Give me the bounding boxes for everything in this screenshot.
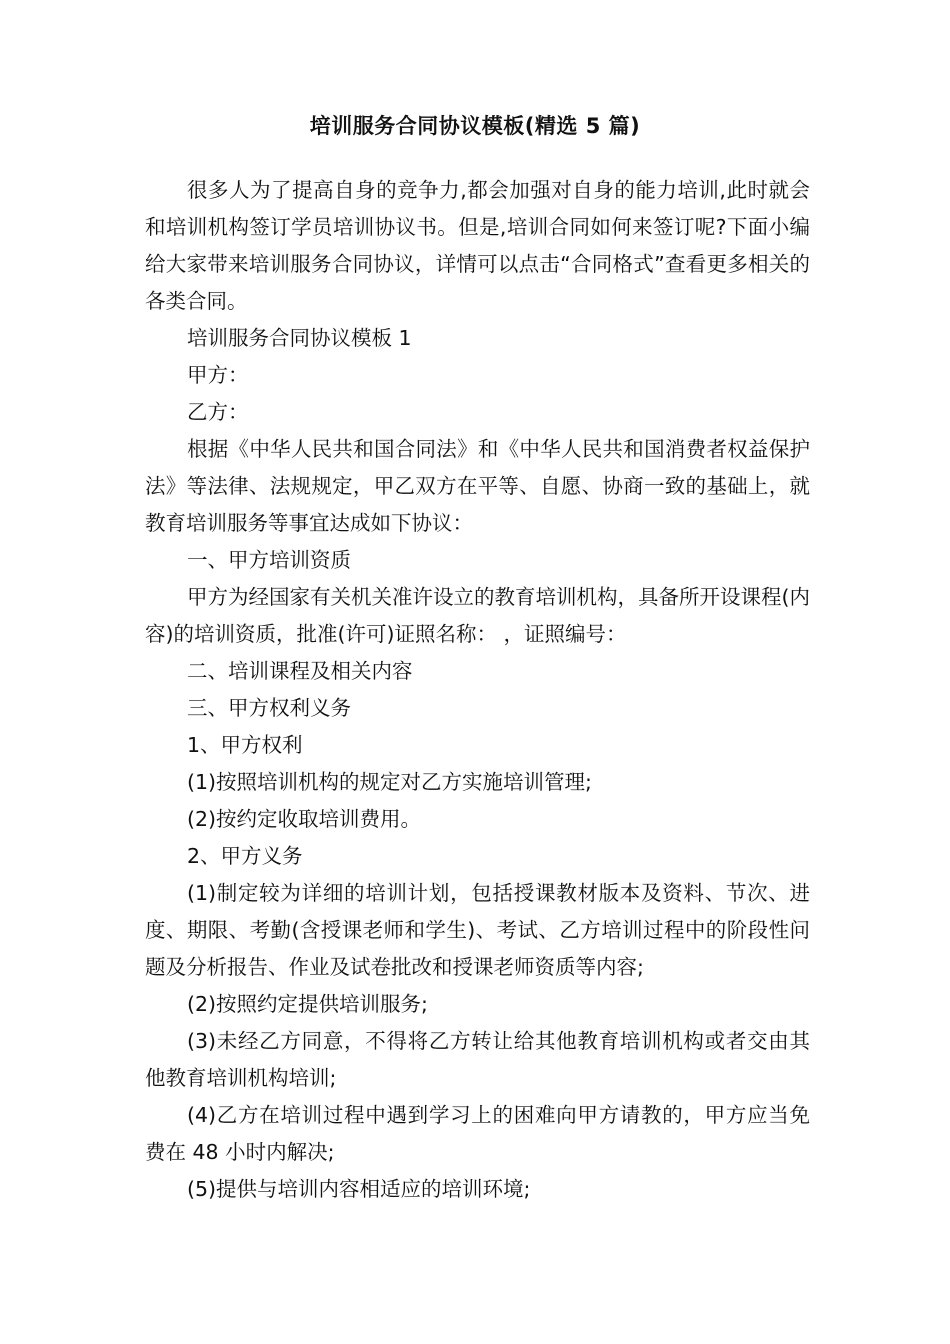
legal-basis-paragraph: 根据《中华人民共和国合同法》和《中华人民共和国消费者权益保护法》等法律、法规规定，甲乙双方在平等、自愿、协商一致的基础上，就教育培训服务等事宜达成如下协议： <box>145 437 810 535</box>
document-title: 培训服务合同协议模板(精选 5 篇) <box>309 114 641 138</box>
intro-paragraph: 很多人为了提高自身的竞争力,都会加强对自身的能力培训,此时就会和培训机构签订学员培训协议书。但是,培训合同如何来签订呢?下面小编给大家带来培训服务合同协议，详情可以点击“合同格式”查看更多相关的各类合同。 <box>145 178 810 313</box>
clause-paragraph: (1)按照培训机构的规定对乙方实施培训管理; <box>187 770 592 794</box>
subsection-heading: 2、甲方义务 <box>187 844 303 868</box>
section-heading: 二、培训课程及相关内容 <box>187 659 413 683</box>
qualification-paragraph: 甲方为经国家有关机关准许设立的教育培训机构，具备所开设课程(内容)的培训资质，批准(许可)证照名称： ，证照编号： <box>145 585 810 646</box>
document-body <box>145 172 810 1208</box>
template-heading: 培训服务合同协议模板 1 <box>187 326 412 350</box>
clause-paragraph: (1)制定较为详细的培训计划，包括授课教材版本及资料、节次、进度、期限、考勤(含授课老师和学生)、考试、乙方培训过程中的阶段性问题及分析报告、作业及试卷批改和授课老师资质等内容; <box>145 881 810 979</box>
clause-paragraph: (4)乙方在培训过程中遇到学习上的困难向甲方请教的，甲方应当免费在 48 小时内解决; <box>145 1103 810 1164</box>
clause-paragraph: (2)按照约定提供培训服务; <box>187 992 428 1016</box>
subsection-heading: 1、甲方权利 <box>187 733 303 757</box>
clause-paragraph: (2)按约定收取培训费用。 <box>187 807 422 831</box>
section-heading: 三、甲方权利义务 <box>187 696 351 720</box>
clause-paragraph: (3)未经乙方同意，不得将乙方转让给其他教育培训机构或者交由其他教育培训机构培训; <box>145 1029 810 1090</box>
section-heading: 一、甲方培训资质 <box>187 548 351 572</box>
party-a-line: 甲方： <box>187 363 249 387</box>
clause-paragraph: (5)提供与培训内容相适应的培训环境; <box>187 1177 531 1201</box>
party-b-line: 乙方： <box>187 400 249 424</box>
